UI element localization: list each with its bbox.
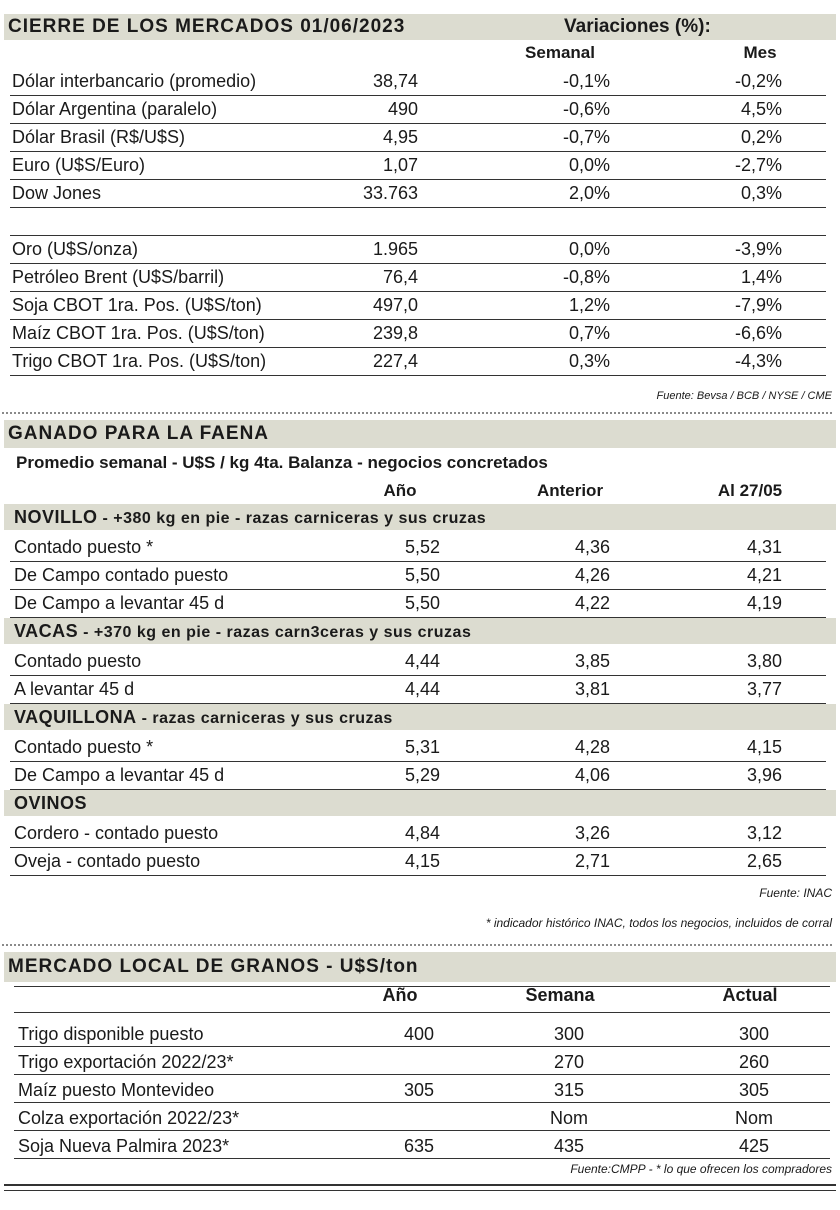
row-label: Petróleo Brent (U$S/barril) [12, 267, 225, 287]
row-week-change: 0,0% [568, 155, 610, 175]
table-row [14, 1018, 830, 1047]
row-year: 4,44 [404, 679, 440, 699]
row-value: 33.763 [362, 183, 418, 203]
row-week-change: 2,0% [568, 183, 610, 203]
row-label: Maíz puesto Montevideo [18, 1080, 215, 1100]
row-month-change: -6,6% [734, 323, 782, 343]
row-week: 315 [553, 1080, 585, 1100]
group-header [4, 790, 836, 816]
row-year: 4,84 [404, 823, 440, 843]
table-row [14, 1130, 830, 1159]
row-week: 300 [553, 1024, 585, 1044]
row-value: 239,8 [372, 323, 418, 343]
row-month-change: -7,9% [734, 295, 782, 315]
row-label: De Campo a levantar 45 d [14, 765, 225, 785]
row-label: Dow Jones [12, 183, 102, 203]
row-date: 3,80 [746, 651, 782, 671]
row-year: 5,50 [404, 565, 440, 585]
row-date: 4,31 [746, 537, 782, 557]
row-prev: 4,06 [574, 765, 610, 785]
markets-title-bar [4, 14, 836, 40]
grains-source: Fuente:CMPP - * lo que ofrecen los compradores [570, 1162, 832, 1176]
group-header [4, 618, 836, 644]
row-date: 3,12 [746, 823, 782, 843]
row-week: 435 [553, 1136, 585, 1156]
row-value: 38,74 [372, 71, 418, 91]
row-year: 5,29 [404, 765, 440, 785]
row-label: Contado puesto * [14, 537, 154, 557]
row-month-change: -4,3% [734, 351, 782, 371]
row-label: Dólar interbancario (promedio) [12, 71, 257, 91]
row-prev: 2,71 [574, 851, 610, 871]
grains-title-bar [4, 952, 836, 982]
group-name: OVINOS [14, 793, 88, 813]
group-header [4, 704, 836, 730]
table-row [10, 820, 826, 848]
group-desc: - razas carniceras y sus cruzas [136, 710, 393, 727]
table-row [10, 676, 826, 704]
row-year: 4,15 [404, 851, 440, 871]
row-week-change: -0,7% [562, 127, 610, 147]
row-month-change: 0,2% [740, 127, 782, 147]
table-row [10, 534, 826, 562]
cattle-source: Fuente: INAC [759, 886, 832, 900]
row-month-change: 1,4% [740, 267, 782, 287]
row-prev: 4,26 [574, 565, 610, 585]
row-label: Dólar Brasil (R$/U$S) [12, 127, 186, 147]
row-week: 270 [553, 1052, 585, 1072]
row-value: 497,0 [372, 295, 418, 315]
row-label: Maíz CBOT 1ra. Pos. (U$S/ton) [12, 323, 265, 343]
row-year: 400 [403, 1024, 435, 1044]
row-label: Contado puesto [14, 651, 142, 671]
cattle-title: GANADO PARA LA FAENA [8, 423, 270, 444]
variations-title: Variaciones (%): [564, 16, 711, 37]
divider [2, 944, 832, 946]
row-label: Trigo CBOT 1ra. Pos. (U$S/ton) [12, 351, 267, 371]
row-month-change: 0,3% [740, 183, 782, 203]
row-value: 1,07 [382, 155, 418, 175]
row-label: De Campo contado puesto [14, 565, 229, 585]
col-week-header: Semanal [525, 43, 595, 62]
grains-col-week: Semana [525, 985, 595, 1005]
row-prev: 3,85 [574, 651, 610, 671]
row-now: 300 [738, 1024, 770, 1044]
row-week-change: 1,2% [568, 295, 610, 315]
row-label: Trigo disponible puesto [18, 1024, 204, 1044]
row-year: 5,52 [404, 537, 440, 557]
markets-title: CIERRE DE LOS MERCADOS 01/06/2023 [8, 16, 406, 37]
grains-title: MERCADO LOCAL DE GRANOS - U$S/ton [8, 956, 419, 977]
group-header [4, 504, 836, 530]
row-now: 260 [738, 1052, 770, 1072]
row-week-change: 0,0% [568, 239, 610, 259]
grains-header-rule [14, 1012, 830, 1013]
row-date: 4,19 [746, 593, 782, 613]
row-value: 227,4 [372, 351, 418, 371]
grains-col-now: Actual [722, 985, 778, 1005]
group-name: VAQUILLONA [14, 707, 137, 727]
table-row [10, 264, 826, 292]
row-week-change: -0,1% [562, 71, 610, 91]
row-label: Soja CBOT 1ra. Pos. (U$S/ton) [12, 295, 262, 315]
row-week-change: 0,3% [568, 351, 610, 371]
row-date: 4,21 [746, 565, 782, 585]
cattle-col-year: Año [383, 481, 417, 500]
bottom-rule [4, 1184, 836, 1186]
table-row [10, 180, 826, 208]
row-month-change: -3,9% [734, 239, 782, 259]
cattle-col-date: Al 27/05 [717, 481, 783, 500]
cattle-subtitle: Promedio semanal - U$S / kg 4ta. Balanza - negocios concretados [16, 453, 548, 472]
group-desc: - +370 kg en pie - razas carn3ceras y sus cruzas [78, 624, 472, 641]
row-week-change: 0,7% [568, 323, 610, 343]
row-date: 3,96 [746, 765, 782, 785]
cattle-col-prev: Anterior [536, 481, 604, 500]
row-week-change: -0,6% [562, 99, 610, 119]
row-year: 4,44 [404, 651, 440, 671]
row-week-change: -0,8% [562, 267, 610, 287]
row-prev: 4,28 [574, 737, 610, 757]
row-label: Dólar Argentina (paralelo) [12, 99, 218, 119]
row-week: Nom [549, 1108, 588, 1128]
row-label: Soja Nueva Palmira 2023* [18, 1136, 230, 1156]
row-label: Cordero - contado puesto [14, 823, 219, 843]
table-row [10, 68, 826, 96]
row-date: 4,15 [746, 737, 782, 757]
group-name: NOVILLO [14, 507, 98, 527]
row-prev: 3,26 [574, 823, 610, 843]
table-row [14, 1102, 830, 1131]
row-value: 4,95 [382, 127, 418, 147]
group-name: VACAS [14, 621, 79, 641]
row-now: 425 [738, 1136, 770, 1156]
table-row [14, 1074, 830, 1103]
divider [2, 412, 832, 414]
row-label: A levantar 45 d [14, 679, 135, 699]
table-row [10, 562, 826, 590]
row-label: Euro (U$S/Euro) [12, 155, 146, 175]
row-year: 5,50 [404, 593, 440, 613]
row-value: 1.965 [372, 239, 418, 259]
row-label: De Campo a levantar 45 d [14, 593, 225, 613]
row-label: Oveja - contado puesto [14, 851, 201, 871]
table-row [10, 292, 826, 320]
row-month-change: -2,7% [734, 155, 782, 175]
row-year: 305 [403, 1080, 435, 1100]
row-prev: 4,36 [574, 537, 610, 557]
cattle-title-bar [4, 420, 836, 448]
bottom-rule [4, 1190, 836, 1191]
cattle-note: * indicador histórico INAC, todos los negocios, incluidos de corral [485, 916, 832, 930]
table-row [10, 348, 826, 376]
table-row [14, 1046, 830, 1075]
row-now: Nom [734, 1108, 773, 1128]
row-month-change: -0,2% [734, 71, 782, 91]
row-prev: 4,22 [574, 593, 610, 613]
markets-source: Fuente: Bevsa / BCB / NYSE / CME [656, 390, 832, 402]
table-row [10, 590, 826, 618]
row-label: Trigo exportación 2022/23* [18, 1052, 234, 1072]
row-label: Colza exportación 2022/23* [18, 1108, 240, 1128]
table-row [10, 152, 826, 180]
row-year: 5,31 [404, 737, 440, 757]
table-row [10, 734, 826, 762]
table-row [10, 236, 826, 264]
row-month-change: 4,5% [740, 99, 782, 119]
row-label: Oro (U$S/onza) [12, 239, 139, 259]
row-prev: 3,81 [574, 679, 610, 699]
table-row [10, 124, 826, 152]
grains-col-year: Año [382, 985, 418, 1005]
row-value: 76,4 [382, 267, 418, 287]
row-value: 490 [387, 99, 418, 119]
table-row [10, 320, 826, 348]
table-row [10, 208, 826, 236]
row-now: 305 [738, 1080, 770, 1100]
row-label: Contado puesto * [14, 737, 154, 757]
row-year: 635 [403, 1136, 435, 1156]
table-row [10, 648, 826, 676]
row-date: 3,77 [746, 679, 782, 699]
table-row [10, 96, 826, 124]
table-row [10, 848, 826, 876]
row-date: 2,65 [746, 851, 782, 871]
table-row [10, 762, 826, 790]
col-month-header: Mes [743, 43, 777, 62]
group-desc: - +380 kg en pie - razas carniceras y sus cruzas [97, 510, 487, 527]
